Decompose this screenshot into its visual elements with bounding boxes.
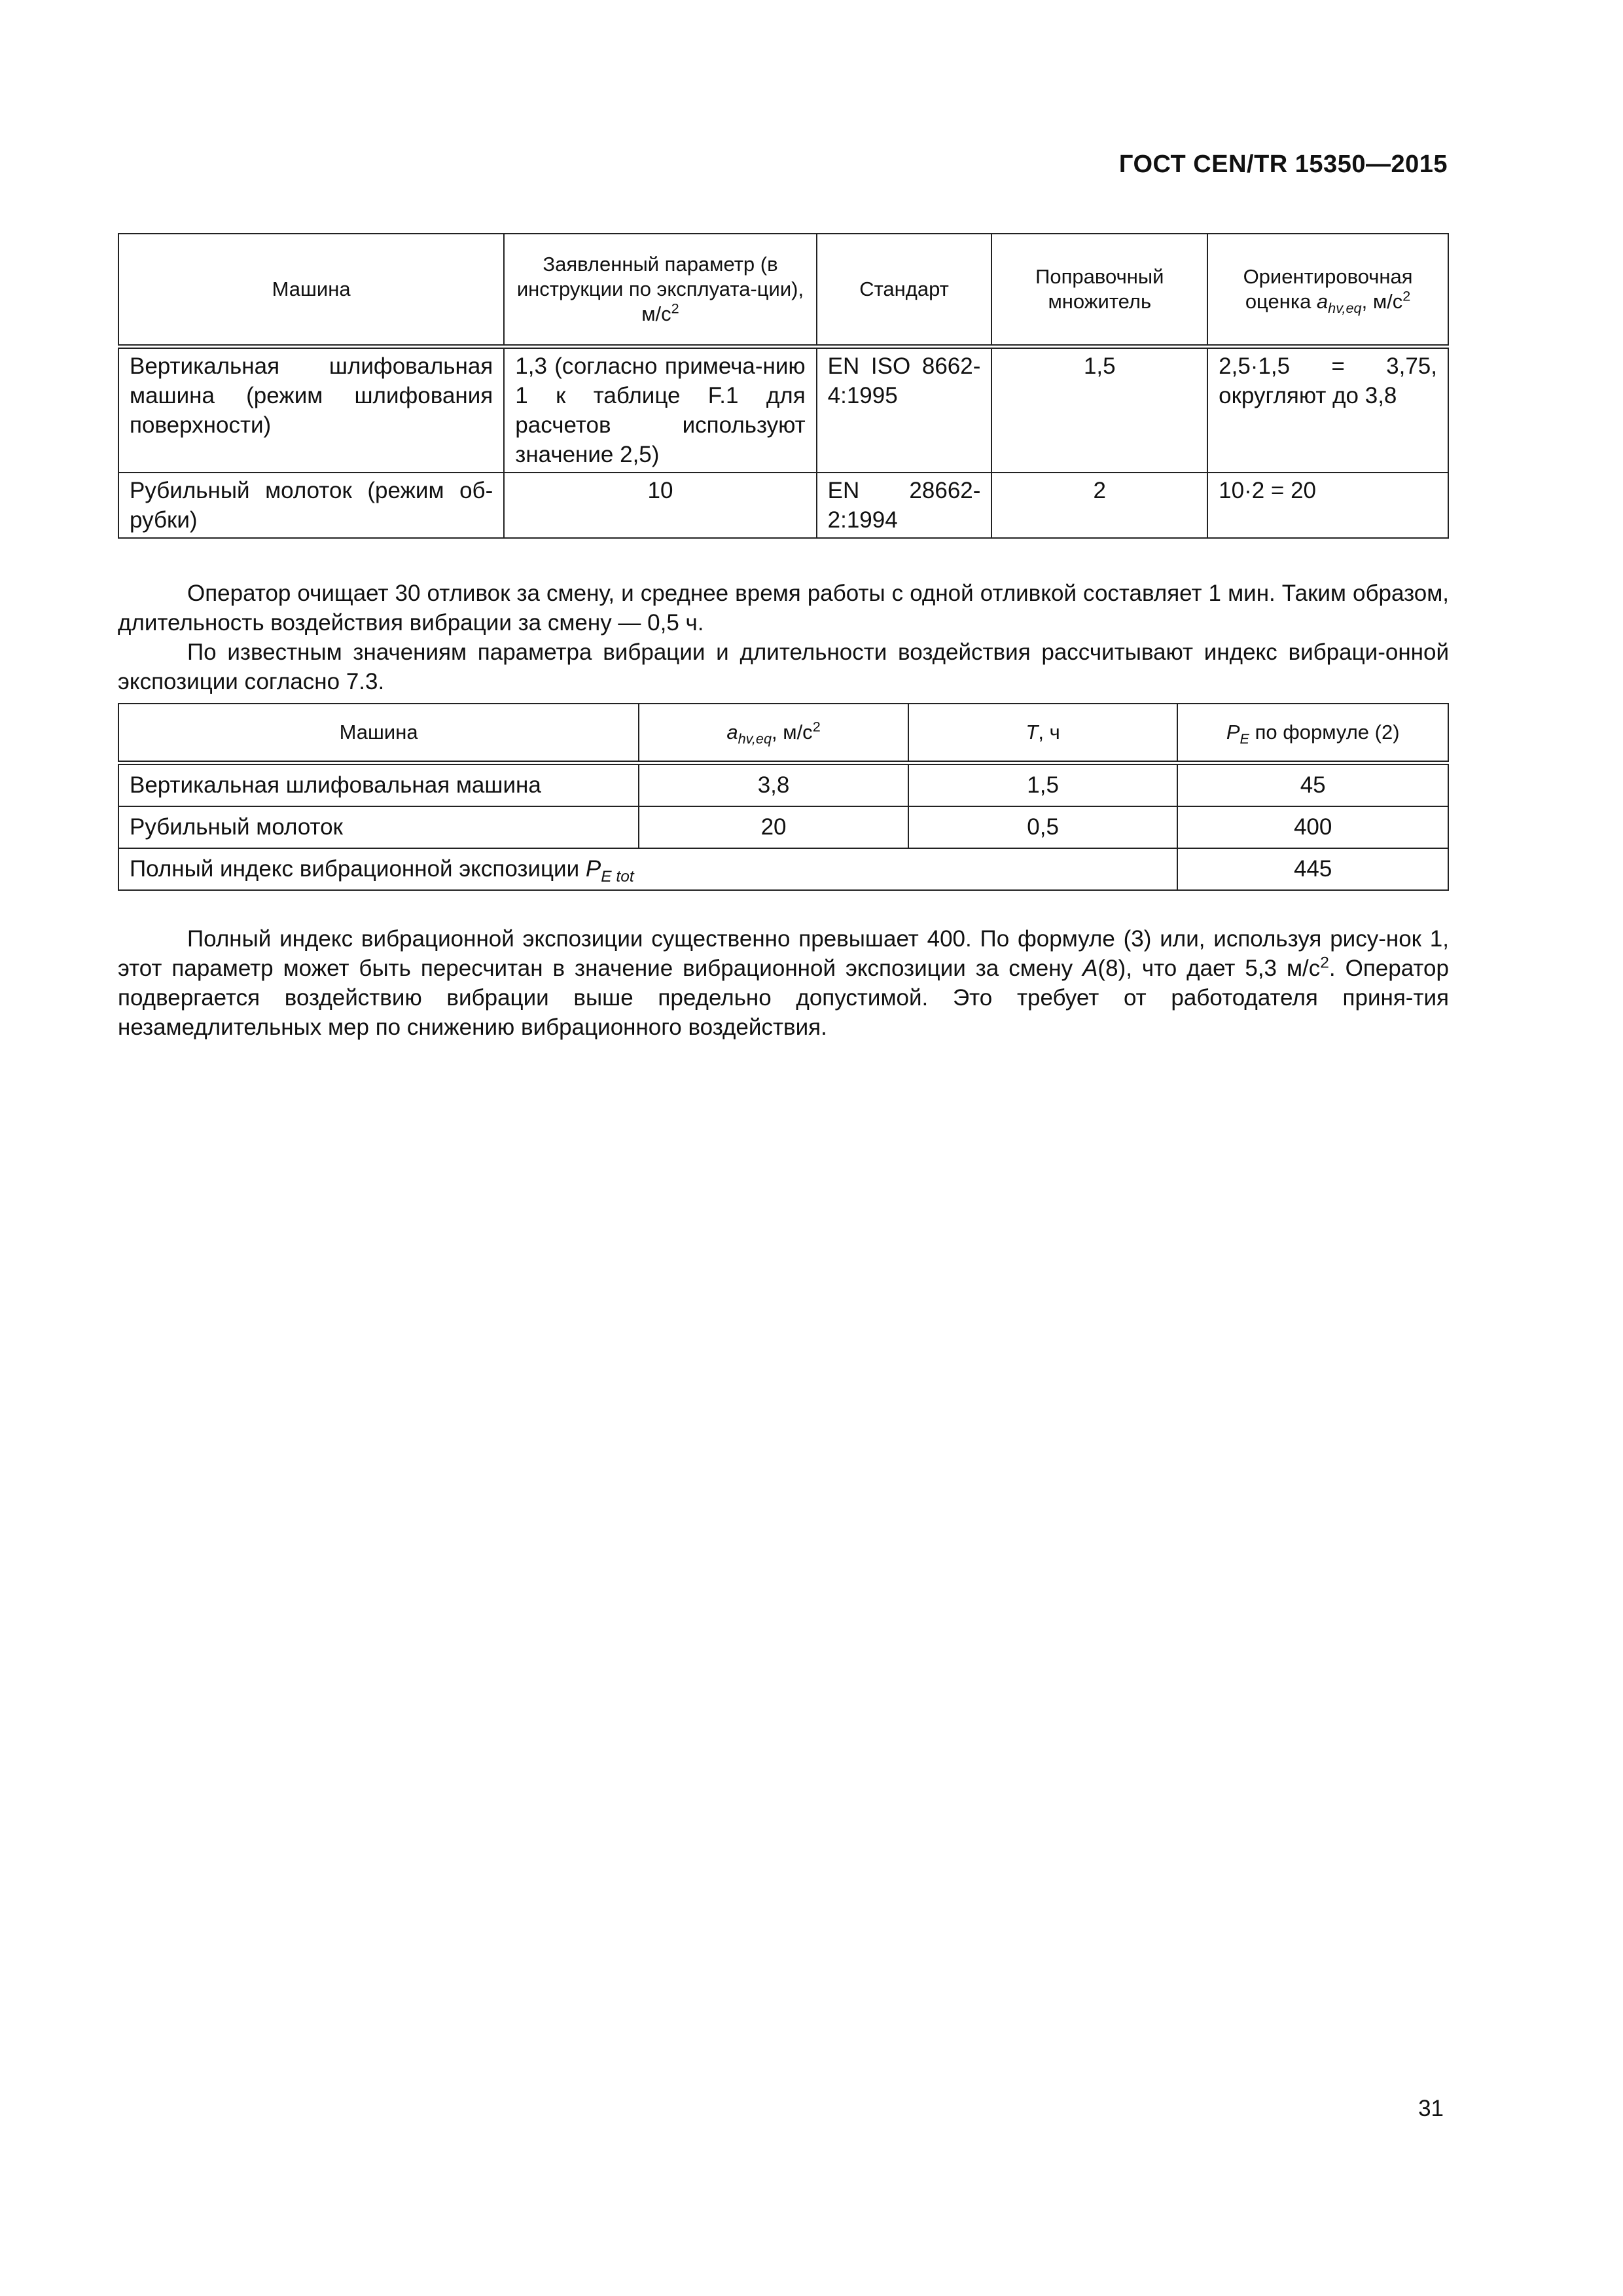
cell-machine: Рубильный молоток (режим об-рубки) bbox=[118, 473, 504, 538]
cell-machine: Рубильный молоток bbox=[118, 806, 639, 848]
col-header-standard: Стандарт bbox=[817, 234, 992, 346]
cell-estimate: 10·2 = 20 bbox=[1207, 473, 1448, 538]
paragraph-text: Оператор очищает 30 отливок за смену, и среднее время работы с одной отливкой составляет 1 мин. Таким образом, длительность воздействия вибрации за смену — 0,5 ч. bbox=[118, 581, 1449, 636]
body-paragraph-1 bbox=[118, 579, 1449, 696]
cell-machine: Вертикальная шлифовальная машина bbox=[118, 762, 639, 806]
cell-total-value: 445 bbox=[1177, 848, 1448, 890]
cell-standard: EN 28662-2:1994 bbox=[817, 473, 992, 538]
cell-acceleration: 3,8 bbox=[639, 762, 908, 806]
table-header-row bbox=[118, 704, 1448, 762]
paragraph-text: По известным значениям параметра вибрации и длительности воздействия рассчитывают индекс вибраци-онной экспозиции согласно 7.3. bbox=[118, 639, 1449, 694]
col-header-correction: Поправочный множитель bbox=[991, 234, 1207, 346]
vibration-parameters-table bbox=[118, 233, 1449, 539]
cell-declared: 1,3 (согласно примеча-нию 1 к таблице F.1 для расчетов используют значение 2,5) bbox=[504, 346, 816, 473]
cell-machine: Вертикальная шлифовальная машина (режим шлифования поверхности) bbox=[118, 346, 504, 473]
table-row bbox=[118, 806, 1448, 848]
table-row bbox=[118, 762, 1448, 806]
col-header-duration: T, ч bbox=[908, 704, 1178, 762]
table-row bbox=[118, 473, 1448, 538]
col-header-exposure-index: $P_E$ по формуле (2) bbox=[1177, 704, 1448, 762]
cell-correction: 1,5 bbox=[991, 346, 1207, 473]
cell-correction: 2 bbox=[991, 473, 1207, 538]
col-header-estimate: Ориентировочная оценка $a_{hv,eq}$, $м/с^2$ bbox=[1207, 234, 1448, 346]
paragraph-text: Полный индекс вибрационной экспозиции существенно превышает 400. По формуле (3) или, используя рису-нок 1, этот параметр может быть пересчитан в значение вибрационной экспозиции за смену A(8), что дает 5,3 $м/с^2$. Оператор подвергается воздействию вибрации выше предельно допустимой. Это требует от работодателя приня-тия незамедлительных мер по снижению вибрационного воздействия. bbox=[118, 926, 1449, 1040]
cell-estimate: 2,5·1,5 = 3,75, округляют до 3,8 bbox=[1207, 346, 1448, 473]
total-row bbox=[118, 848, 1448, 890]
col-header-declared: Заявленный параметр (в инструкции по эксплуата-ции), $м/с^2$ bbox=[504, 234, 816, 346]
col-header-machine: Машина bbox=[118, 234, 504, 346]
document-header: ГОСТ CEN/TR 15350—2015 bbox=[1118, 151, 1448, 178]
cell-duration: 1,5 bbox=[908, 762, 1178, 806]
cell-standard: EN ISO 8662-4:1995 bbox=[817, 346, 992, 473]
table-header-row bbox=[118, 234, 1448, 346]
table-row bbox=[118, 346, 1448, 473]
col-header-acceleration: $a_{hv,eq}$, $м/с^2$ bbox=[639, 704, 908, 762]
page-number: 31 bbox=[1418, 2096, 1444, 2121]
cell-exposure-index: 45 bbox=[1177, 762, 1448, 806]
cell-declared: 10 bbox=[504, 473, 816, 538]
exposure-index-table bbox=[118, 703, 1449, 891]
cell-total-label: Полный индекс вибрационной экспозиции $P_{E tot}$ bbox=[118, 848, 1177, 890]
body-paragraph-2 bbox=[118, 924, 1449, 1042]
cell-acceleration: 20 bbox=[639, 806, 908, 848]
cell-duration: 0,5 bbox=[908, 806, 1178, 848]
cell-exposure-index: 400 bbox=[1177, 806, 1448, 848]
col-header-machine: Машина bbox=[118, 704, 639, 762]
